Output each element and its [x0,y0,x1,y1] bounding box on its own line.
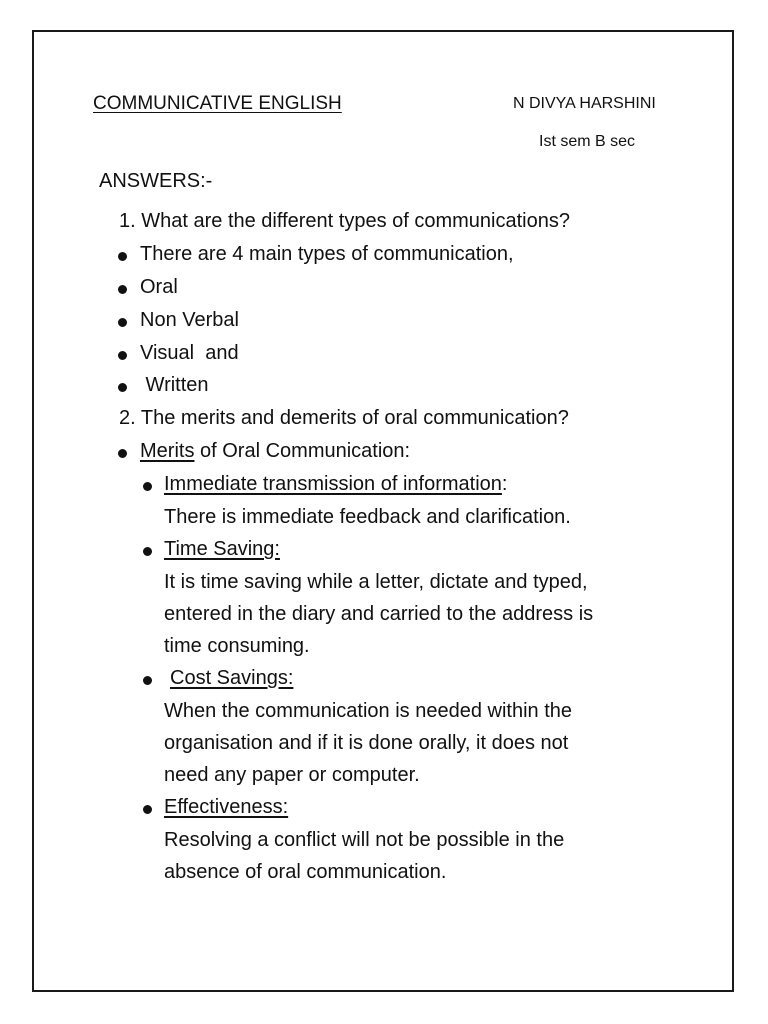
merit-text: There is immediate feedback and clarification. [164,506,571,528]
merit-text: entered in the diary and carried to the address is [164,603,594,625]
bullet-icon [118,449,127,458]
merit-heading: Effectiveness: [164,796,289,818]
bullet-icon [118,285,127,294]
merit-heading: Immediate transmission of information: [164,473,508,495]
type-item: Written [140,374,209,396]
merits-word: Merits [140,440,195,462]
type-item: Visual and [140,342,239,364]
types-intro: There are 4 main types of communication, [140,243,514,265]
merit-text: need any paper or computer. [164,764,420,786]
question-2-number: 2. [119,407,136,429]
merit-text: Resolving a conflict will not be possible in the [164,829,565,851]
bullet-icon [118,351,127,360]
merit-text: time consuming. [164,635,310,657]
document-page [32,30,734,992]
document-title: COMMUNICATIVE ENGLISH [93,93,342,114]
question-2-text: The merits and demerits of oral communication? [140,407,569,429]
question-1-text: What are the different types of communications? [141,210,570,232]
bullet-icon [143,805,152,814]
bullet-icon [143,676,152,685]
author-name: N DIVYA HARSHINI [513,95,656,112]
merits-rest: of Oral Communication: [194,440,411,462]
merits-heading [140,440,410,463]
bullet-icon [143,547,152,556]
answers-heading: ANSWERS:- [99,170,213,192]
type-item: Non Verbal [140,309,239,331]
merit-heading: Time Saving: [164,538,280,560]
bullet-icon [118,383,127,392]
type-item: Oral [140,276,178,298]
question-1-number: 1. [119,210,136,232]
class-section: Ist sem B sec [539,133,636,150]
merit-text: organisation and if it is done orally, it does not [164,732,569,754]
question-2 [119,407,569,430]
merit-text: It is time saving while a letter, dictate and typed, [164,571,588,593]
bullet-icon [143,482,152,491]
bullet-icon [118,252,127,261]
merit-text: When the communication is needed within the [164,700,573,722]
question-1 [119,210,570,233]
bullet-icon [118,318,127,327]
merit-text: absence of oral communication. [164,861,447,883]
merit-heading: Cost Savings: [170,667,294,689]
